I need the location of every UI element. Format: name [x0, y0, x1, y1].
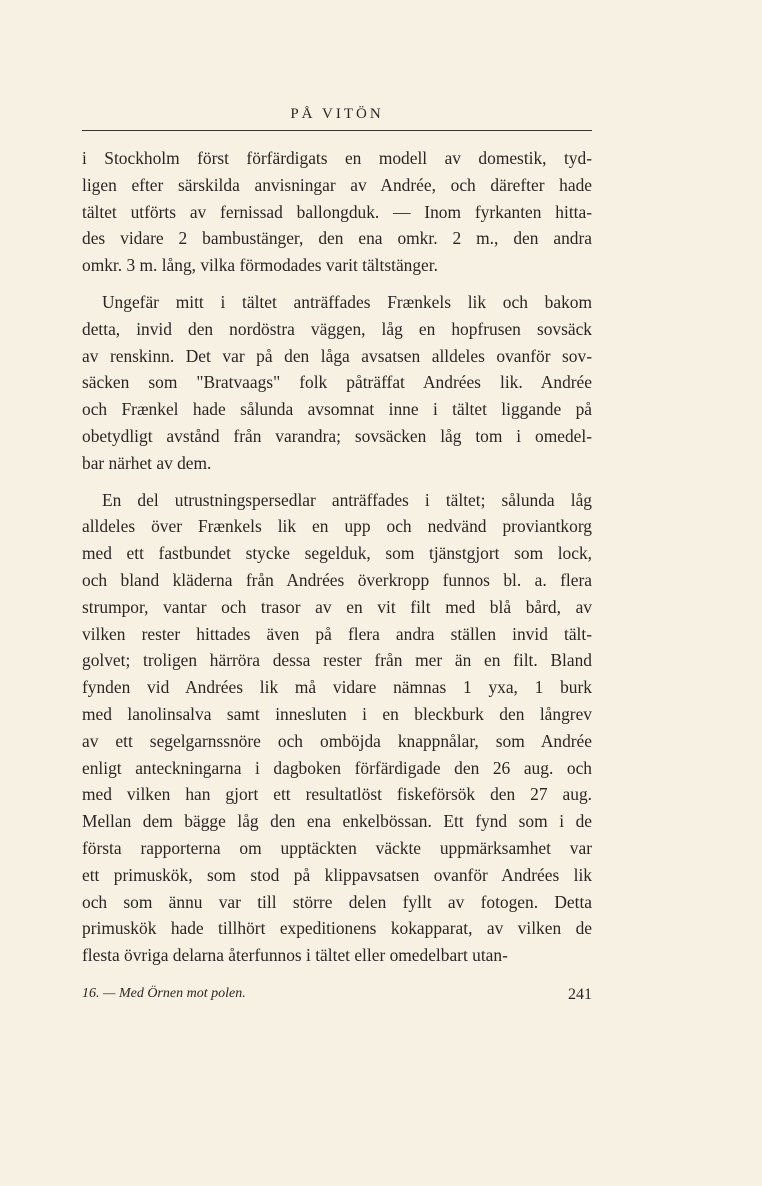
text-line: alldeles över Frænkels lik en upp och nedvänd proviantkorg	[82, 516, 592, 537]
text-line: golvet; troligen härröra dessa rester från mer än en filt. Bland	[82, 650, 592, 671]
signature-mark: 16. — Med Örnen mot polen.	[82, 986, 246, 1001]
page-number: 241	[568, 986, 592, 1003]
paragraph	[82, 145, 592, 279]
text-line: strumpor, vantar och trasor av en vit filt med blå bård, av	[82, 596, 592, 617]
text-line: ligen efter särskilda anvisningar av Andrée, och därefter hade	[82, 174, 592, 195]
text-line: första rapporterna om upptäckten väckte uppmärksamhet var	[82, 837, 592, 858]
text-line: och bland kläderna från Andrées överkropp funnos bl. a. flera	[82, 569, 592, 590]
text-line: med vilken han gjort ett resultatlöst fiskeförsök den 27 aug.	[82, 784, 592, 805]
text-line: ett primuskök, som stod på klippavsatsen ovanför Andrées lik	[82, 864, 592, 885]
text-line: med lanolinsalva samt innesluten i en bleckburk den långrev	[82, 703, 592, 724]
paragraph	[82, 289, 592, 477]
text-line: enligt anteckningarna i dagboken förfärdigade den 26 aug. och	[82, 757, 592, 778]
text-line: vilken rester hittades även på flera andra ställen invid tält-	[82, 623, 592, 644]
paragraph	[82, 487, 592, 969]
text-line: detta, invid den nordöstra väggen, låg en hopfrusen sovsäck	[82, 318, 592, 339]
text-line: och som ännu var till större delen fyllt av fotogen. Detta	[82, 891, 592, 912]
text-line: och Frænkel hade sålunda avsomnat inne i tältet liggande på	[82, 399, 592, 420]
running-head: PÅ VITÖN	[290, 106, 384, 122]
text-line: av renskinn. Det var på den låga avsatsen alldeles ovanför sov-	[82, 345, 592, 366]
body-text	[82, 145, 592, 969]
text-line: Mellan dem bägge låg den ena enkelbössan. Ett fynd som i de	[82, 811, 592, 832]
text-line: bar närhet av dem.	[82, 452, 212, 473]
text-line: tältet utförts av fernissad ballongduk. — Inom fyrkanten hitta-	[82, 201, 592, 222]
text-line: flesta övriga delarna återfunnos i tältet eller omedelbart utan-	[82, 945, 508, 966]
text-line: i Stockholm först förfärdigats en modell av domestik, tyd-	[82, 148, 592, 168]
text-line: En del utrustningspersedlar anträffades i tältet; sålunda låg	[102, 489, 592, 510]
text-line: fynden vid Andrées lik må vidare nämnas 1 yxa, 1 burk	[82, 677, 592, 698]
text-line: med ett fastbundet stycke segelduk, som tjänstgjort som lock,	[82, 543, 592, 564]
text-line: obetydligt avstånd från varandra; sovsäcken låg tom i omedel-	[82, 425, 592, 446]
text-line: av ett segelgarnssnöre och omböjda knappnålar, som Andrée	[82, 730, 592, 751]
text-line: Ungefär mitt i tältet anträffades Frænkels lik och bakom	[102, 291, 592, 312]
text-line: primuskök hade tillhört expeditionens kokapparat, av vilken de	[82, 918, 592, 939]
text-line: des vidare 2 bambustänger, den ena omkr. 2 m., den andra	[82, 228, 592, 249]
header-rule	[82, 130, 592, 131]
text-line: omkr. 3 m. lång, vilka förmodades varit tältstänger.	[82, 255, 438, 276]
text-line: säcken som "Bratvaags" folk påträffat Andrées lik. Andrée	[82, 372, 592, 393]
page-footer	[82, 986, 592, 1002]
